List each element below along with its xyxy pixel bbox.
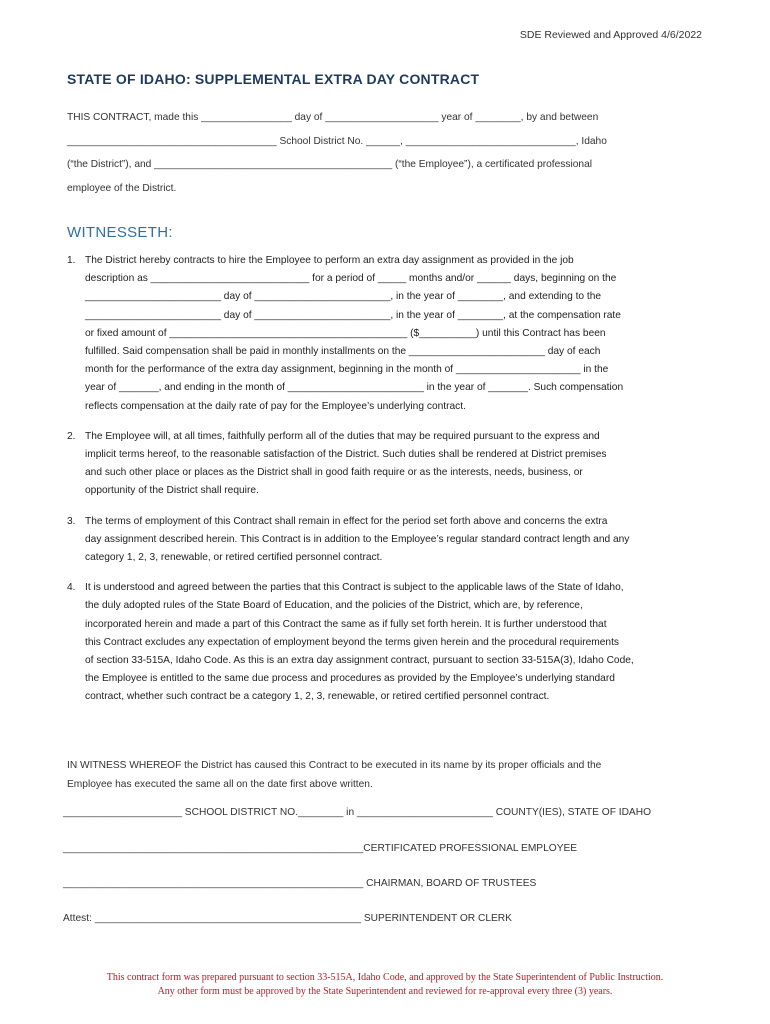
footer-line: Any other form must be approved by the State Superintendent and reviewed for re-approval every three (3) years. [157,986,613,997]
clause-number: 4. [67,582,76,594]
clause-line: category 1, 2, 3, renewable, or retired certified personnel contract. [85,552,383,564]
clause-line: of section 33-515A, Idaho Code. As this is an extra day assignment contract, pursuant to section 33-515A(3), Idaho Code, [85,655,634,667]
footer-line: This contract form was prepared pursuant to section 33-515A, Idaho Code, and approved by the State Superintendent of Public Instruction. [106,972,664,983]
clause-line: ________________________ day of ________________________, in the year of ________, and extending to the [85,291,602,303]
clause-3 [67,513,707,568]
clause-line: this Contract excludes any expectation of employment beyond the terms given herein and the procedural requirements [85,636,620,648]
clause-list [67,252,707,719]
page-title: STATE OF IDAHO: SUPPLEMENTAL EXTRA DAY CONTRACT [67,71,480,87]
intro-line: THIS CONTRACT, made this ________________ day of ____________________ year of ________, by and between [67,112,599,123]
clause-line: day assignment described herein. This Contract is in addition to the Employee’s regular standard contract length and any [85,533,630,545]
clause-line: The District hereby contracts to hire the Employee to perform an extra day assignment as provided in the job [85,255,574,266]
clause-line: the Employee is entitled to the same due process and procedures as provided by the Employee’s underlying standard [85,673,615,685]
intro-line: _____________________________________ School District No. ______, ______________________________, Idaho [67,135,607,147]
district-signature-line: _____________________ SCHOOL DISTRICT NO.________ in ________________________ COUNTY(IES), STATE OF IDAHO [63,807,652,818]
clause-line: fulfilled. Said compensation shall be paid in monthly installments on the ________________________ day of each [85,346,601,358]
attest-signature-line: Attest: _______________________________________________ SUPERINTENDENT OR CLERK [63,913,512,924]
clause-2 [67,428,707,501]
clause-line: The terms of employment of this Contract shall remain in effect for the period set forth above and concerns the extra [85,515,608,527]
clause-4 [67,579,707,706]
clause-line: opportunity of the District shall require. [85,485,259,497]
intro-paragraph [67,106,707,201]
clause-line: month for the performance of the extra day assignment, beginning in the month of ______________________ in the [85,364,609,376]
clause-1 [67,252,707,416]
clause-line: description as ____________________________ for a period of _____ months and/or ______ days, beginning on the [85,273,617,285]
clause-line: and such other place or places as the District shall in good faith require or as the interests, needs, business, or [85,467,583,479]
clause-line: contract, whether such contract be a category 1, 2, 3, renewable, or retired certified personnel contract. [85,691,550,703]
clause-number: 2. [67,430,76,442]
clause-line: It is understood and agreed between the parties that this Contract is subject to the applicable laws of the State of Idaho, [85,582,624,594]
clause-line: implicit terms hereof, to the reasonable satisfaction of the District. Such duties shall be rendered at District premises [85,449,607,461]
witness-line: IN WITNESS WHEREOF the District has caused this Contract to be executed in its name by its proper officials and the [67,760,602,771]
clause-number: 1. [67,255,76,266]
approval-note: SDE Reviewed and Approved 4/6/2022 [519,29,702,41]
clause-line: or fixed amount of __________________________________________ ($__________) until this Contract has been [85,327,606,339]
clause-line: ________________________ day of ________________________, in the year of ________, at the compensation rate [85,309,621,321]
clause-line: incorporated herein and made a part of this Contract the same as if fully set forth herein. It is further understood that [85,618,607,630]
clause-line: year of _______, and ending in the month of ________________________ in the year of _______. Such compensation [85,382,624,394]
intro-line: (“the District”), and __________________________________________ (“the Employee”), a certificated professional [67,159,593,171]
intro-line: employee of the District. [67,183,177,195]
footer-notice [0,971,770,999]
clause-line: reflects compensation at the daily rate of pay for the Employee’s underlying contract. [85,400,466,412]
witness-statement [67,757,601,794]
clause-line: The Employee will, at all times, faithfully perform all of the duties that may be required pursuant to the express and [85,430,600,442]
clause-line: the duly adopted rules of the State Board of Education, and the policies of the District, which are, by reference, [85,600,583,612]
witness-line: Employee has executed the same all on the date first above written. [67,778,373,790]
employee-signature-line: _____________________________________________________CERTIFICATED PROFESSIONAL EMPLOYEE [63,843,578,854]
clause-number: 3. [67,515,76,527]
witnesseth-heading: WITNESSETH: [67,224,173,241]
chairman-signature-line: _____________________________________________________ CHAIRMAN, BOARD OF TRUSTEES [63,878,537,889]
